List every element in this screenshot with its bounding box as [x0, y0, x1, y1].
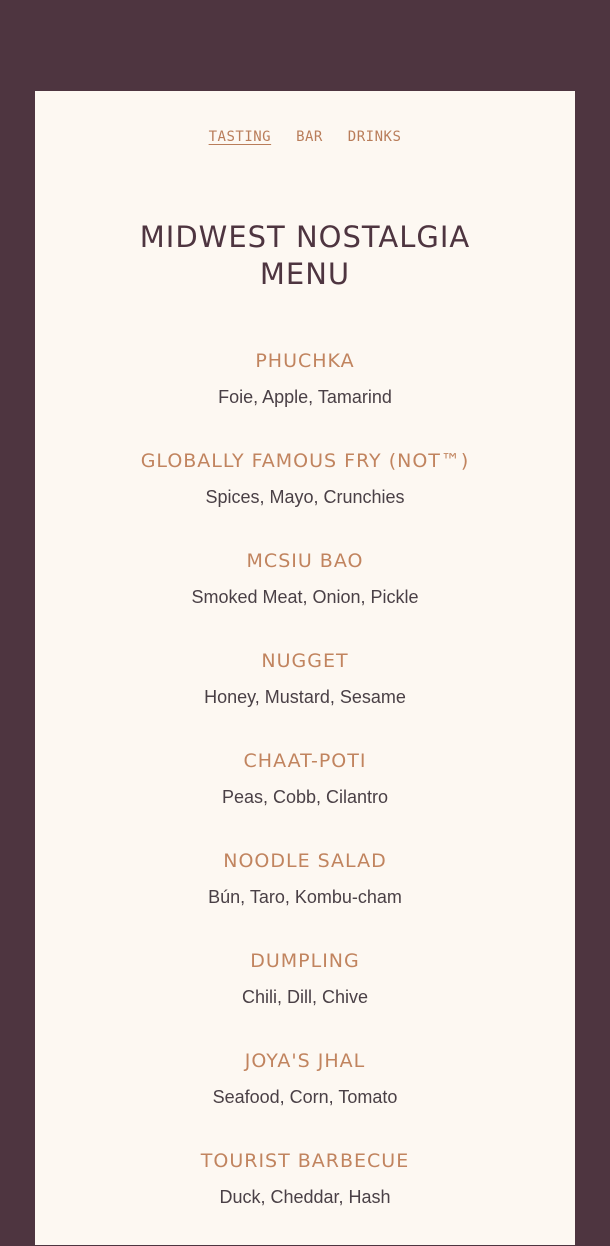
- menu-item-tourist-barbecue: [35, 1146, 575, 1246]
- menu-title: [35, 219, 575, 293]
- menu-item-name: NUGGET: [261, 650, 349, 672]
- nav-link-bar[interactable]: BAR: [296, 129, 323, 145]
- nav-link-drinks[interactable]: DRINKS: [347, 129, 402, 145]
- menu-item-name: PHUCHKA: [255, 350, 355, 372]
- menu-item-mcsiu-bao: [35, 546, 575, 646]
- menu-item-nugget: [35, 646, 575, 746]
- menu-item-name: GLOBALLY FAMOUS FRY (NOT™): [140, 450, 470, 472]
- menu-item-name: JOYA'S JHAL: [244, 1050, 366, 1072]
- menu-item-name: CHAAT-POTI: [243, 750, 367, 772]
- menu-item-chaat-poti: [35, 746, 575, 846]
- menu-item-name: NOODLE SALAD: [223, 850, 387, 872]
- menu-item-name: MCSIU BAO: [246, 550, 364, 572]
- menu-item-description: Foie, Apple, Tamarind: [218, 387, 392, 407]
- menu-item-description: Bún, Taro, Kombu-cham: [208, 887, 402, 907]
- menu-item-dumpling: [35, 946, 575, 1046]
- menu-item-globally-famous-fry: [35, 446, 575, 546]
- menu-item-description: Duck, Cheddar, Hash: [219, 1187, 391, 1207]
- menu-title-line1: MIDWEST NOSTALGIA: [139, 220, 471, 254]
- menu-item-name: DUMPLING: [250, 950, 360, 972]
- menu-item-description: Seafood, Corn, Tomato: [212, 1087, 398, 1107]
- menu-item-description: Smoked Meat, Onion, Pickle: [191, 587, 419, 607]
- menu-item-description: Spices, Mayo, Crunchies: [205, 487, 405, 507]
- nav-link-tasting[interactable]: TASTING: [208, 129, 272, 145]
- menu-item-description: Honey, Mustard, Sesame: [204, 687, 406, 707]
- menu-card: [35, 91, 575, 1245]
- menu-title-line2: MENU: [259, 257, 351, 291]
- menu-item-name: TOURIST BARBECUE: [200, 1150, 410, 1172]
- menu-item-joyas-jhal: [35, 1046, 575, 1146]
- menu-item-description: Chili, Dill, Chive: [241, 987, 369, 1007]
- menu-item-list: [35, 346, 575, 1246]
- menu-item-phuchka: [35, 346, 575, 446]
- menu-item-noodle-salad: [35, 846, 575, 946]
- menu-nav: [35, 129, 575, 145]
- menu-item-description: Peas, Cobb, Cilantro: [221, 787, 389, 807]
